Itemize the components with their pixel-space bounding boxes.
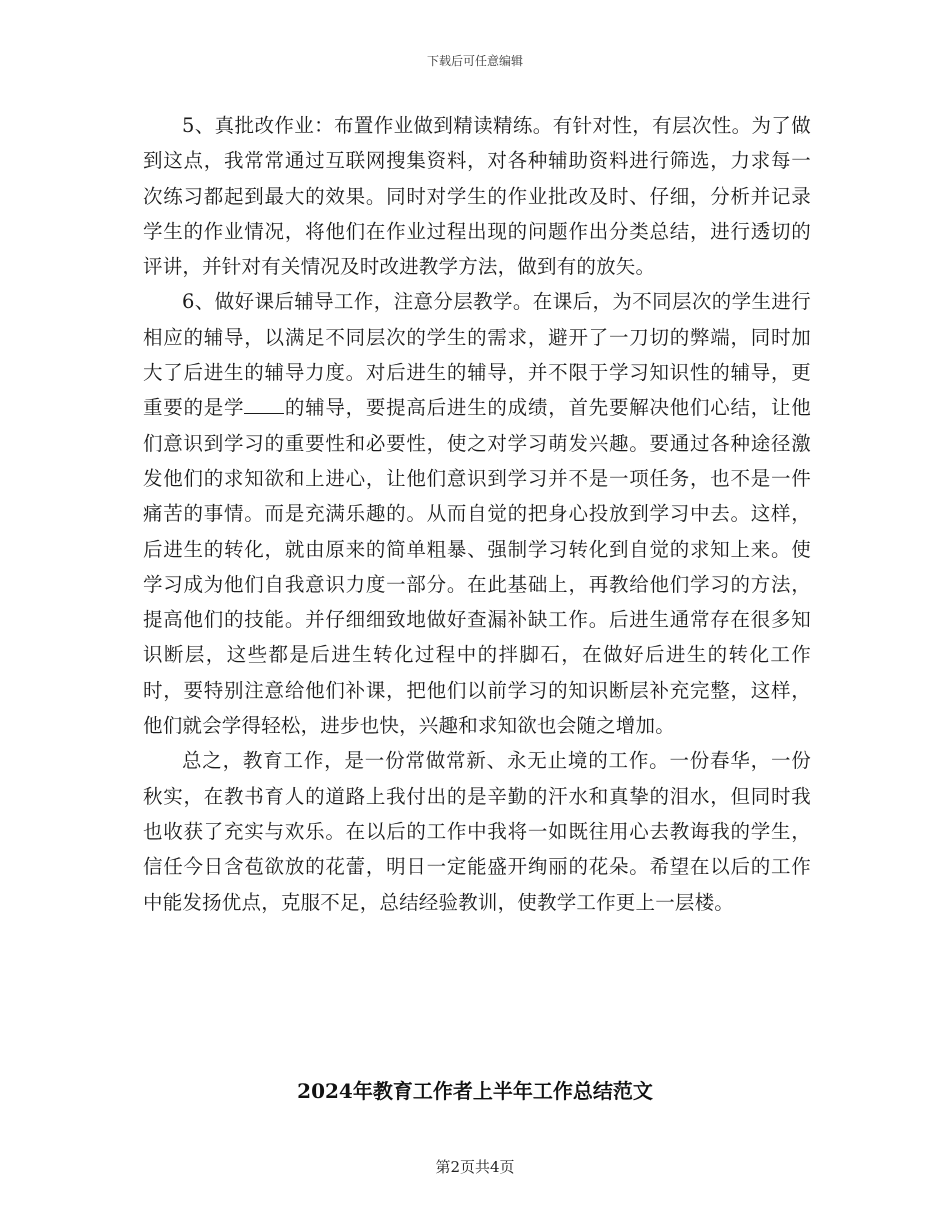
document-body xyxy=(143,108,811,920)
page-header: 下载后可任意编辑 xyxy=(426,54,523,68)
fill-in-blank xyxy=(244,395,284,414)
paragraph-tutoring xyxy=(143,284,811,743)
section-title: 2024年教育工作者上半年工作总结范文 xyxy=(297,1079,653,1103)
paragraph-tutoring-part-1: 6、做好课后辅导工作，注意分层教学。在课后，为不同层次的学生进行相应的辅导，以满足不同层次的学生的需求，避开了一刀切的弊端，同时加大了后进生的辅导力度。对后进生的辅导，并不限于学习知识性的辅导，更重要的是学 xyxy=(143,290,811,420)
page-footer: 第2页共4页 xyxy=(435,1158,515,1176)
paragraph-tutoring-part-2: 的辅导，要提高后进生的成绩，首先要解决他们心结，让他们意识到学习的重要性和必要性，使之对学习萌发兴趣。要通过各种途径激发他们的求知欲和上进心，让他们意识到学习并不是一项任务，也不是一件痛苦的事情。而是充满乐趣的。从而自觉的把身心投放到学习中去。这样，后进生的转化，就由原来的简单粗暴、强制学习转化到自觉的求知上来。使学习成为他们自我意识力度一部分。在此基础上，再教给他们学习的方法，提高他们的技能。并仔细细致地做好查漏补缺工作。后进生通常存在很多知识断层，这些都是后进生转化过程中的拌脚石，在做好后进生的转化工作时，要特别注意给他们补课，把他们以前学习的知识断层补充完整，这样，他们就会学得轻松，进步也快，兴趣和求知欲也会随之增加。 xyxy=(143,396,811,738)
paragraph-conclusion: 总之，教育工作，是一份常做常新、永无止境的工作。一份春华，一份秋实，在教书育人的道路上我付出的是辛勤的汗水和真挚的泪水，但同时我也收获了充实与欢乐。在以后的工作中我将一如既往用心去教诲我的学生，信任今日含苞欲放的花蕾，明日一定能盛开绚丽的花朵。希望在以后的工作中能发扬优点，克服不足，总结经验教训，使教学工作更上一层楼。 xyxy=(143,749,811,914)
paragraph-homework: 5、真批改作业：布置作业做到精读精练。有针对性，有层次性。为了做到这点，我常常通过互联网搜集资料，对各种辅助资料进行筛选，力求每一次练习都起到最大的效果。同时对学生的作业批改及时、仔细，分析并记录学生的作业情况，将他们在作业过程出现的问题作出分类总结，进行透切的评讲，并针对有关情况及时改进教学方法，做到有的放矢。 xyxy=(143,114,811,279)
